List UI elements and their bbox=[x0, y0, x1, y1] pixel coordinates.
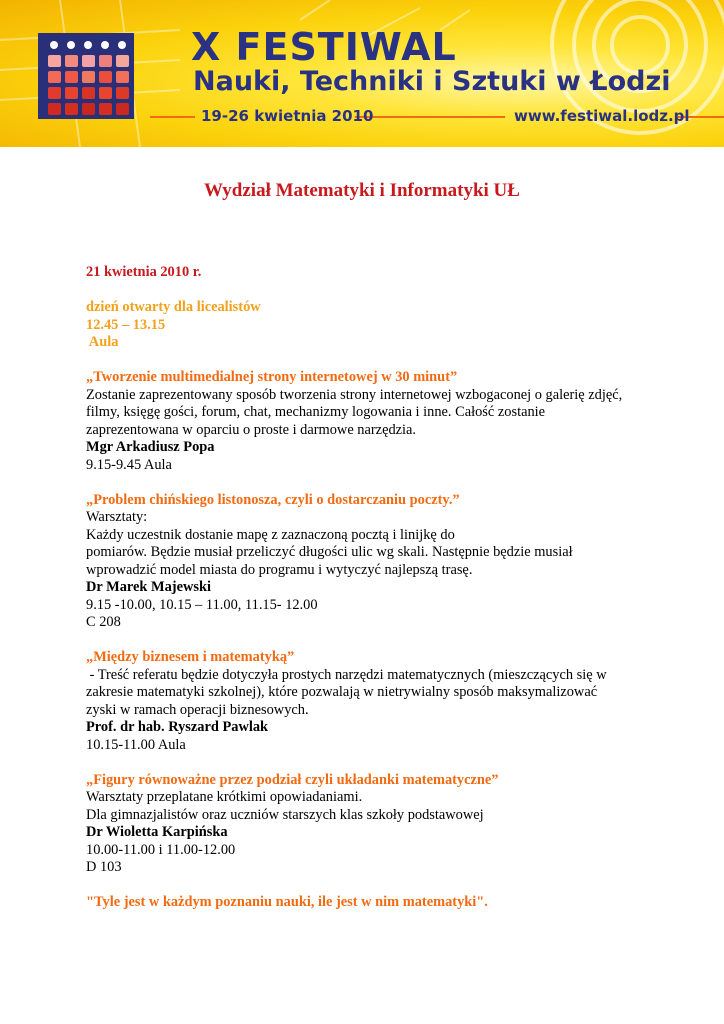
event-title: „Figury równoważne przez podział czyli układanki matematyczne” bbox=[86, 771, 499, 788]
event-item bbox=[86, 772, 646, 877]
event-description-line: - Treść referatu będzie dotyczyła prostych narzędzi matematycznych (mieszczących się w bbox=[86, 666, 607, 683]
event-speaker: Mgr Arkadiusz Popa bbox=[86, 439, 215, 455]
festival-subtitle: Nauki, Techniki i Sztuki w Łodzi bbox=[193, 66, 671, 97]
event-description-line: Warsztaty: bbox=[86, 509, 148, 525]
banner-line-left bbox=[150, 116, 195, 118]
festival-url: www.festiwal.lodz.pl bbox=[514, 107, 690, 125]
event-description-line: wprowadzić model miasta do programu i wytyczyć najlepszą trasę. bbox=[86, 561, 473, 578]
open-day-place: Aula bbox=[86, 334, 119, 350]
event-description-line: zakresie matematyki szkolnej), które pozwalają w nietrywialny sposób maksymalizować bbox=[86, 684, 598, 700]
event-item bbox=[86, 649, 646, 754]
event-speaker: Dr Marek Majewski bbox=[86, 579, 211, 595]
open-day-label: dzień otwarty dla licealistów bbox=[86, 299, 261, 315]
event-detail: 10.15-11.00 Aula bbox=[86, 736, 186, 753]
event-description-line: Warsztaty przeplatane krótkimi opowiadaniami. bbox=[86, 789, 363, 805]
event-description-line: Każdy uczestnik dostanie mapę z zaznaczoną pocztą i linijkę do bbox=[86, 526, 455, 543]
event-description-line: zyski w ramach operacji biznesowych. bbox=[86, 701, 309, 718]
event-description-line: Dla gimnazjalistów oraz uczniów starszych klas szkoły podstawowej bbox=[86, 806, 484, 823]
festival-title: X FESTIWAL bbox=[191, 25, 457, 69]
event-detail: C 208 bbox=[86, 614, 121, 630]
festival-logo bbox=[38, 33, 134, 119]
event-item bbox=[86, 369, 646, 474]
event-speaker: Prof. dr hab. Ryszard Pawlak bbox=[86, 719, 269, 735]
document-content bbox=[86, 264, 646, 912]
event-description-line: pomiarów. Będzie musiał przeliczyć długości ulic wg skali. Następnie będzie musiał bbox=[86, 544, 573, 560]
event-detail: 9.15-9.45 Aula bbox=[86, 456, 172, 473]
event-speaker: Dr Wioletta Karpińska bbox=[86, 824, 228, 840]
event-detail: 10.00-11.00 i 11.00-12.00 bbox=[86, 841, 236, 858]
event-date: 21 kwietnia 2010 r. bbox=[86, 264, 202, 280]
event-item bbox=[86, 492, 646, 632]
event-title: „Problem chińskiego listonosza, czyli o dostarczaniu poczty.” bbox=[86, 491, 460, 508]
festival-banner bbox=[0, 0, 724, 147]
document-title: Wydział Matematyki i Informatyki UŁ bbox=[204, 180, 520, 201]
event-description-line: zaprezentowana w oparciu o proste i darmowe narzędzia. bbox=[86, 421, 417, 438]
event-description-line: filmy, księgę gości, forum, chat, mechanizmy logowania i inne. Całość zostanie bbox=[86, 404, 546, 420]
event-description-line: Zostanie zaprezentowany sposób tworzenia strony internetowej wzbogaconej o galerię zdjęć, bbox=[86, 386, 623, 403]
event-title: „Tworzenie multimedialnej strony internetowej w 30 minut” bbox=[86, 369, 458, 385]
closing-quote: "Tyle jest w każdym poznaniu nauki, ile jest w nim matematyki". bbox=[86, 894, 488, 910]
event-detail: D 103 bbox=[86, 859, 122, 875]
festival-dates: 19-26 kwietnia 2010 bbox=[201, 107, 374, 125]
open-day-time: 12.45 – 13.15 bbox=[86, 316, 166, 333]
event-detail: 9.15 -10.00, 10.15 – 11.00, 11.15- 12.00 bbox=[86, 596, 318, 613]
event-title: „Między biznesem i matematyką” bbox=[86, 649, 295, 665]
